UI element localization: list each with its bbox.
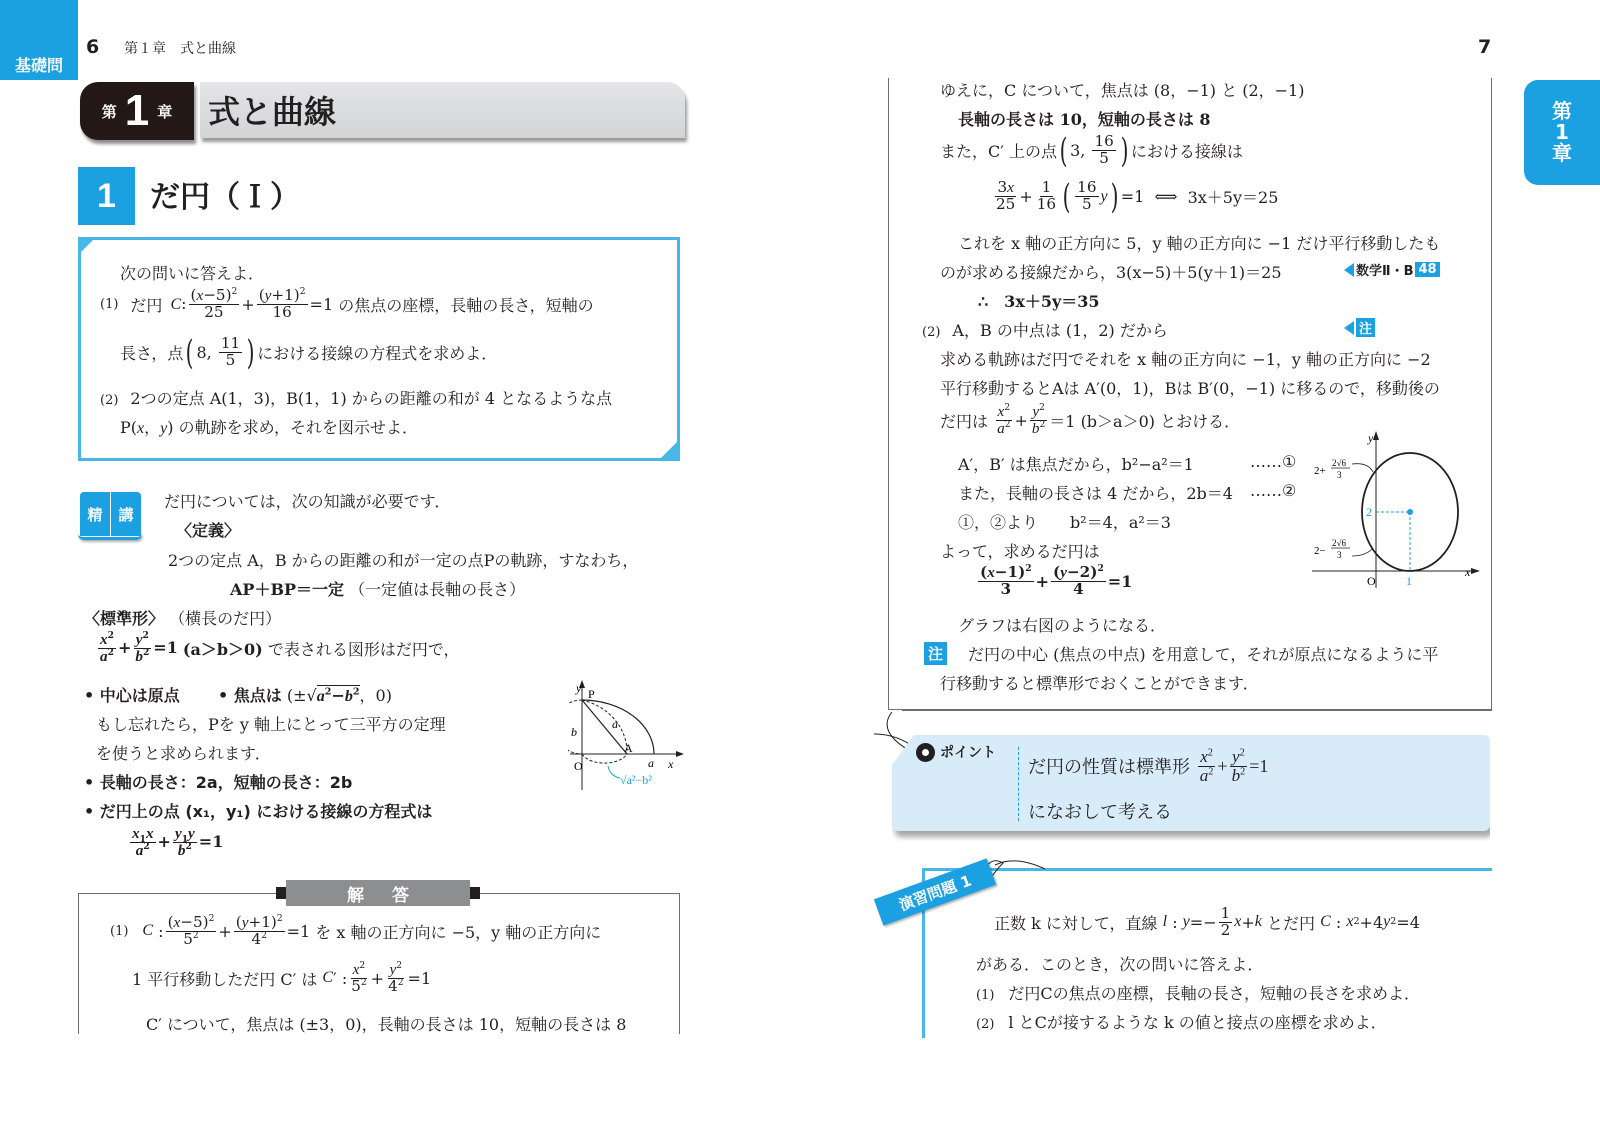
r-line-solve: ①，②より b²＝4，a²＝3 — [958, 513, 1171, 532]
r4-rhs: 3x＋5y＝25 — [1187, 188, 1279, 208]
std-formula: $\frac{x^2}{a^2}$ + $\frac{y^2}{b^2}$ =1 (a＞b＞0) で表される図形はだ円で， — [100, 629, 460, 665]
bullet-tangent — [84, 799, 432, 822]
chapter-side-tab[interactable] — [1524, 80, 1600, 185]
lecture-intro: だ円については，次の知識が必要です． — [164, 492, 451, 511]
r3a: また，C′ 上の点 — [940, 142, 1057, 162]
forget-line1: もし忘れたら，Pを y 軸上にとって三平方の定理 — [96, 715, 446, 734]
ref-arrow-icon — [1344, 263, 1354, 277]
q2-text-a: 2つの定点 A(1，3)，B(1，1) からの距離の和が 4 となるような点 — [130, 389, 613, 408]
answer-l1-text: を x 軸の正方向に −5，y 軸の正方向に — [315, 922, 602, 942]
point-label-text: ポイント — [940, 745, 996, 761]
def-text: 2つの定点 A，B からの距離の和が一定の点Pの軌跡，すなわち， — [168, 551, 639, 570]
std-heading: 〈標準形〉 — [84, 609, 165, 628]
answer-label-marker-right — [470, 887, 480, 899]
r-line-tangent-eq: $\frac{3x}{25}$ + $\frac{1}{16}$ ( $\frac{16}{5}$ y ) =1 ⟺ 3x＋5y＝25 — [996, 177, 1279, 216]
svg-text:P: P — [588, 687, 595, 701]
q1-label: (1) — [100, 296, 119, 312]
ref-arrow-icon — [1344, 321, 1354, 335]
chapter-title-block — [200, 82, 685, 138]
r8-text: A，B の中点は (1，2) だから — [952, 321, 1168, 340]
point-line1: だ円の性質は標準形 $\frac{x^2}{a^2}$ + $\frac{y^2}{b^2}$ =1 — [1028, 747, 1269, 785]
problem-q1-line1: (1) だ円 C: $\frac{(x-5)^2}{25}$ + $\frac{(y+1)^2}{16}$ =1 の焦点の座標，長軸の長さ，短軸の — [100, 286, 594, 321]
bullet-axes-text: • 長軸の長さ：2a，短軸の長さ：2b — [84, 773, 352, 792]
tangent-formula: $\frac{x_1x}{a^2}$ + $\frac{y_1y}{b^2}$ =1 — [132, 825, 224, 859]
r-line-graph: グラフは右図のようになる． — [958, 616, 1167, 635]
section-tab-kisomon — [0, 0, 78, 80]
svg-text:2−: 2− — [1314, 545, 1326, 557]
q1-text-d: における接線の方程式を求めよ． — [257, 344, 498, 364]
running-head: 第１章 式と曲線 — [124, 41, 236, 57]
exercise-q1 — [976, 981, 1420, 1004]
problem-q2-line2: P(x，y) の軌跡を求め，それを図示せよ． — [120, 418, 418, 437]
seiko-book-icon — [78, 492, 142, 544]
r-line-eq2-mark: ……② — [1250, 481, 1297, 500]
svg-text:√a²−b²: √a²−b² — [620, 773, 652, 787]
note-badge: 注 — [924, 642, 947, 665]
r-line-ellipse-form: だ円は $\frac{x^2}{a^2}$ + $\frac{y^2}{b^2}$ ＝1 (b＞a＞0) とおける． — [940, 402, 1241, 437]
q2-label: (2) — [100, 393, 119, 408]
bullet-focus: • 焦点は ($\pm√a^2-b^2$，0) — [218, 683, 392, 706]
ellipse-quarter-diagram — [568, 678, 688, 793]
svg-text:y: y — [1368, 431, 1374, 445]
answer-l1-label: (1) — [110, 923, 129, 939]
problem-intro: 次の問いに答えよ． — [120, 264, 265, 283]
point-label — [916, 742, 996, 762]
answer-l2-text: 1 平行移動しただ円 C′ は — [132, 969, 318, 989]
r3b: における接線は — [1130, 142, 1243, 162]
point-line2: になおして考える — [1028, 802, 1172, 823]
svg-text:3: 3 — [1337, 470, 1342, 480]
answer-label: 解答 — [286, 880, 470, 906]
side-tab-char-1: 第 — [1552, 99, 1572, 123]
svg-text:2√6: 2√6 — [1332, 458, 1346, 468]
exercise-line2: がある．このとき，次の問いに答えよ． — [976, 955, 1264, 974]
chapter-title: 式と曲線 — [208, 93, 337, 131]
answer-line1: (1) C : $\frac{(x-5)^2}{5^2}$ + $\frac{(y+1)^2}{4^2}$ =1 を x 軸の正方向に −5，y 軸の正方向に — [110, 913, 602, 948]
svg-text:O: O — [1367, 574, 1376, 588]
section-number: 1 — [78, 167, 135, 225]
r-line-translate: 平行移動するとAは A′(0，1)，Bは B′(0，−1) に移るので，移動後の — [940, 379, 1440, 398]
svg-text:a: a — [648, 756, 654, 770]
r-line-axes: 長軸の長さは 10，短軸の長さは 8 — [958, 110, 1211, 129]
chapter-suffix: 章 — [157, 102, 173, 121]
r8-label: (2) — [922, 325, 941, 340]
ex-q1-label: (1) — [976, 988, 995, 1003]
chapter-prefix: 第 — [101, 102, 117, 121]
exercise-tag: 演習問題 1 — [874, 858, 996, 925]
r-line-locus: 求める軌跡はだ円でそれを x 軸の正方向に −1，y 軸の正方向に −2 — [940, 350, 1431, 369]
chapter-number-block — [80, 82, 194, 140]
svg-text:x: x — [668, 757, 674, 771]
std-text: で表される図形はだ円で， — [267, 639, 460, 659]
bullet-axes — [84, 770, 352, 793]
ex-q2-label: (2) — [976, 1017, 995, 1032]
ref-text: 数学Ⅱ・B — [1356, 264, 1414, 279]
page-number-left: 6 — [86, 36, 100, 58]
def-formula-bold: AP＋BP＝一定 — [230, 580, 345, 599]
q1-text-b: の焦点の座標，長軸の長さ，短軸の — [338, 295, 594, 315]
r-line-eq1-mark: ……① — [1250, 452, 1297, 471]
answer-line3: C′ について，焦点は (±3，0)，長軸の長さは 10，短軸の長さは 8 — [146, 1015, 627, 1034]
answer-line2: 1 平行移動しただ円 C′ は C ′ : $\frac{x^2}{5^2}$ + $\frac{y^2}{4^2}$ =1 — [132, 960, 432, 995]
bullet-tangent-text: • だ円上の点 (x₁，y₁) における接線の方程式は — [84, 802, 432, 821]
ellipse-graph — [1310, 428, 1490, 593]
svg-text:A: A — [624, 741, 633, 755]
ref-note-badge: 注 — [1356, 318, 1375, 337]
r-line-shift2: のが求める接線だから，3(x−5)＋5(y＋1)＝25 — [940, 263, 1282, 282]
std-condition: (a＞b＞0) — [182, 639, 263, 659]
r-line-final-ellipse: $\frac{(x-1)^2}{3}$ + $\frac{(y-2)^2}{4}$ =1 — [980, 562, 1133, 598]
bullet-focus-text: • 焦点は — [218, 686, 282, 705]
ex-q1-text: だ円Cの焦点の座標，長軸の長さ，短軸の長さを求めよ． — [1008, 984, 1421, 1003]
point-line1-text: だ円の性質は標準形 — [1028, 757, 1190, 779]
svg-text:2√6: 2√6 — [1332, 538, 1346, 548]
r11b: ＝1 (b＞a＞0) とおける． — [1049, 411, 1241, 431]
r-line-foci: ゆえに，C について，焦点は (8，−1) と (2，−1) — [940, 81, 1305, 100]
def-heading: 〈定義〉 — [176, 521, 241, 540]
r-line-result1: ∴ 3x＋5y＝35 — [978, 292, 1100, 311]
ref-tag-math2b[interactable] — [1344, 260, 1440, 279]
seiko-right: 講 — [111, 492, 141, 536]
q1-text-c: 長さ，点 — [120, 344, 184, 364]
problem-q1-line2: 長さ，点 ( 8, $\frac{11}{5}$ ) における接線の方程式を求めよ． — [120, 333, 498, 372]
problem-q2-line1 — [100, 386, 612, 409]
r-line-tangent-intro: また，C′ 上の点 ( 3, $\frac{16}{5}$ ) における接線は — [940, 131, 1243, 170]
def-formula-note: （一定値は長軸の長さ） — [349, 580, 526, 599]
side-tab-char-2: 1 — [1555, 120, 1569, 144]
ex-l1b: とだ円 — [1266, 913, 1315, 933]
ex-l1a: 正数 k に対して，直線 — [994, 913, 1158, 933]
answer-label-marker-left — [276, 887, 286, 899]
answer-frame-bottom — [902, 695, 1492, 711]
ref-badge: 48 — [1415, 262, 1439, 277]
svg-text:3: 3 — [1337, 550, 1342, 560]
ref-tag-note[interactable] — [1344, 318, 1375, 337]
chapter-banner — [80, 82, 685, 142]
svg-text:O: O — [574, 759, 583, 773]
r-line-eq2: また，長軸の長さは 4 だから，2b＝4 — [958, 484, 1233, 503]
svg-text:2+: 2+ — [1314, 465, 1326, 477]
exercise-q2 — [976, 1010, 1387, 1033]
note-line1: だ円の中心 (焦点の中点) を用意して，それが原点になるように平 — [968, 645, 1439, 664]
svg-text:x: x — [1465, 565, 1471, 579]
r-line-thus: よって，求めるだ円は — [940, 542, 1100, 561]
svg-text:a: a — [612, 717, 618, 731]
chapter-number: 1 — [124, 86, 150, 135]
seiko-left: 精 — [80, 492, 110, 536]
side-tab-char-3: 章 — [1552, 141, 1572, 165]
def-formula — [230, 577, 525, 600]
bullet-center — [84, 683, 180, 706]
bullet-center-text: • 中心は原点 — [84, 686, 180, 705]
tab-label: 基礎問 — [14, 56, 63, 75]
page-number-right: 7 — [1478, 36, 1492, 58]
svg-text:y: y — [576, 681, 582, 695]
forget-line2: を使うと求められます． — [96, 744, 271, 763]
section-title: だ円（Ｉ） — [150, 180, 300, 215]
exercise-line1: 正数 k に対して，直線 l : y =− $\frac{1}{2}$ x + k とだ円 C : x 2 +4 y 2 =4 — [994, 904, 1420, 939]
svg-text:b: b — [571, 725, 577, 739]
std-heading-line — [84, 606, 281, 629]
note-line2: 行移動すると標準形でおくことができます． — [940, 674, 1259, 693]
point-hole-icon — [916, 743, 935, 762]
r-line-shift: これを x 軸の正方向に 5，y 軸の正方向に −1 だけ平行移動したも — [958, 234, 1441, 253]
r-line-q2 — [922, 318, 1168, 341]
std-note: （横長のだ円） — [169, 609, 282, 628]
ex-q2-text: l とCが接するような k の値と接点の座標を求めよ． — [1008, 1013, 1387, 1032]
svg-text:1: 1 — [1406, 574, 1412, 588]
r-line-eq1: A′，B′ は焦点だから，b²−a²＝1 — [958, 455, 1194, 474]
svg-text:2: 2 — [1366, 505, 1372, 519]
r11a: だ円は — [940, 411, 989, 431]
q2-text-b: の軌跡を求め，それを図示せよ． — [178, 418, 418, 437]
q1-text: だ円 — [130, 295, 163, 315]
point-divider — [1018, 747, 1019, 821]
